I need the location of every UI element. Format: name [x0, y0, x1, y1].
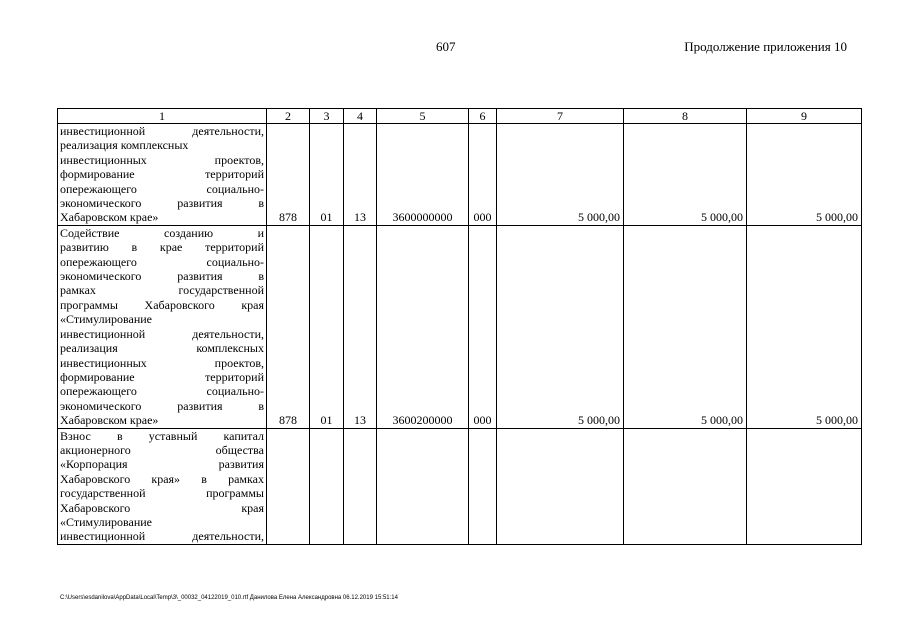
table-row: [58, 428, 862, 544]
row-description: Содействие созданию и развитию в крае территорий опережающего социально- экономического развития в рамках государственной программы Хабаровского края «Стимулирование инвестиционной деятельности, реализация комплексных инвестиционных проектов, формирование территорий опережающего социально- экономического развития в Хабаровском крае»: [58, 225, 267, 428]
cell-amount-2: 5 000,00: [624, 225, 747, 428]
cell-amount-2: 5 000,00: [624, 124, 747, 226]
cell-empty: [469, 428, 497, 544]
row-description: инвестиционной деятельности, реализация комплексных инвестиционных проектов, формирование территорий опережающего социально- экономического развития в Хабаровском крае»: [58, 124, 267, 226]
cell-amount-1: 5 000,00: [497, 225, 624, 428]
table-row: [58, 225, 862, 428]
cell-expense-type: 000: [469, 124, 497, 226]
column-header: 3: [310, 109, 344, 124]
cell-empty: [344, 428, 377, 544]
budget-table: [57, 108, 862, 545]
column-header: 4: [344, 109, 377, 124]
continuation-label: Продолжение приложения 10: [684, 39, 847, 54]
column-header: 5: [377, 109, 469, 124]
column-header: 7: [497, 109, 624, 124]
cell-ministry-code: 878: [267, 225, 310, 428]
cell-amount-3: 5 000,00: [747, 124, 862, 226]
cell-target-article: 3600200000: [377, 225, 469, 428]
cell-amount-3: 5 000,00: [747, 225, 862, 428]
cell-ministry-code: 878: [267, 124, 310, 226]
column-header: 1: [58, 109, 267, 124]
column-header: 2: [267, 109, 310, 124]
cell-subsection: 13: [344, 225, 377, 428]
cell-empty: [747, 428, 862, 544]
table-row: [58, 124, 862, 226]
cell-empty: [624, 428, 747, 544]
cell-empty: [310, 428, 344, 544]
cell-subsection: 13: [344, 124, 377, 226]
column-header: 8: [624, 109, 747, 124]
page-number: 607: [436, 39, 456, 54]
cell-section: 01: [310, 124, 344, 226]
cell-empty: [377, 428, 469, 544]
table-header-row: [58, 109, 862, 124]
column-header: 6: [469, 109, 497, 124]
cell-section: 01: [310, 225, 344, 428]
cell-empty: [497, 428, 624, 544]
column-header: 9: [747, 109, 862, 124]
file-path-footer: C:\Users\esdanilova\AppData\Local\Temp\3\_00032_04122019_010.rtf Данилова Елена Александровна 06.12.2019 15:51:14: [60, 595, 398, 601]
cell-expense-type: 000: [469, 225, 497, 428]
cell-target-article: 3600000000: [377, 124, 469, 226]
row-description: Взнос в уставный капитал акционерного общества «Корпорация развития Хабаровского края» в рамках государственной программы Хабаровского края «Стимулирование инвестиционной деятельности,: [58, 428, 267, 544]
cell-amount-1: 5 000,00: [497, 124, 624, 226]
cell-empty: [267, 428, 310, 544]
